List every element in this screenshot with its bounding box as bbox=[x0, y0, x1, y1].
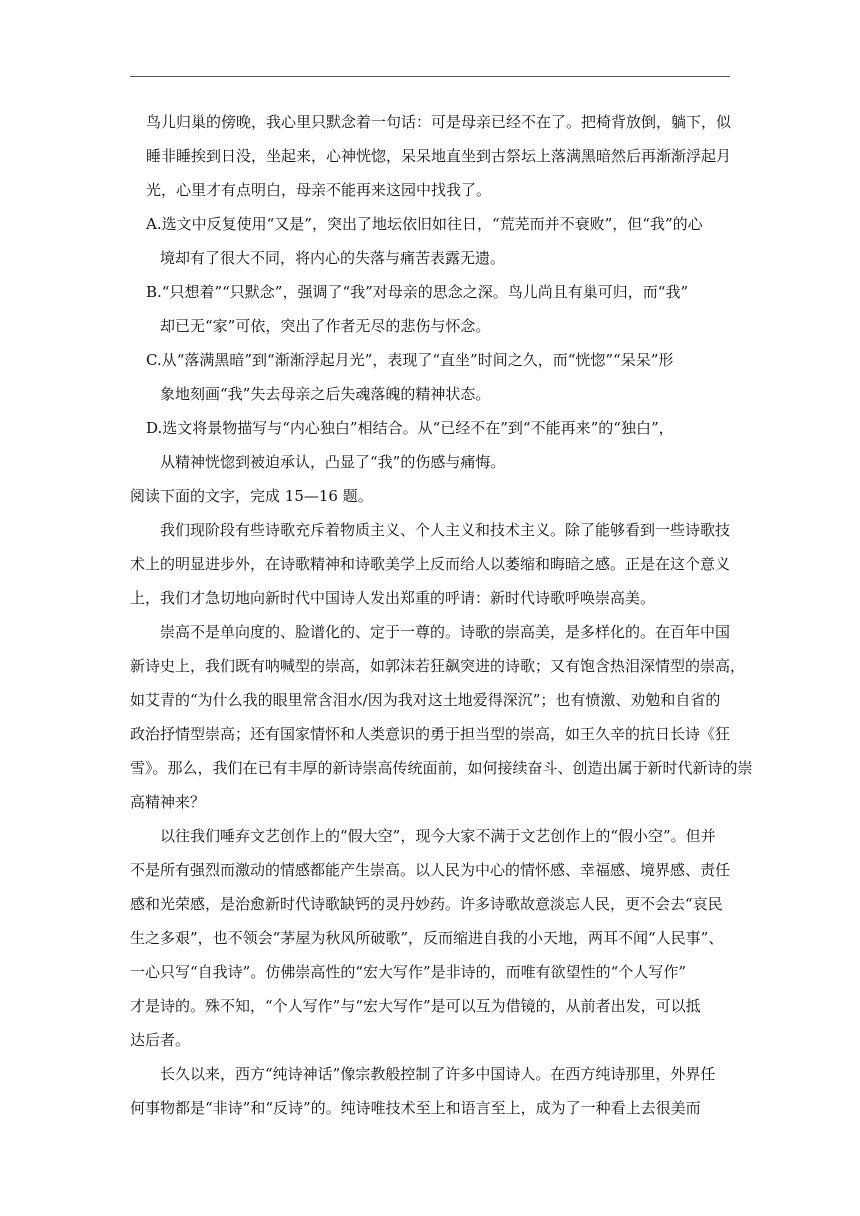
essay-line: 术上的明显进步外，在诗歌精神和诗歌美学上反而给人以萎缩和晦暗之感。正是在这个意义 bbox=[130, 555, 731, 573]
essay-line: 达后者。 bbox=[130, 1031, 191, 1049]
essay-line: 长久以来，西方“纯诗神话”像宗教般控制了许多中国诗人。在西方纯诗那里，外界任 bbox=[160, 1065, 716, 1083]
passage-line: 鸟儿归巢的傍晚，我心里只默念着一句话：可是母亲已经不在了。把椅背放倒，躺下，似 bbox=[146, 113, 732, 131]
essay-line: 不是所有强烈而激动的情感都能产生崇高。以人民为中心的情怀感、幸福感、境界感、责任 bbox=[130, 861, 731, 879]
option-b-line: B.“只想着”“只默念”，强调了“我”对母亲的思念之深。鸟儿尚且有巢可归，而“我” bbox=[146, 283, 689, 301]
passage-line: 光，心里才有点明白，母亲不能再来这园中找我了。 bbox=[146, 181, 492, 199]
essay-line: 何事物都是“非诗”和“反诗”的。纯诗唯技术至上和语言至上，成为了一种看上去很美而 bbox=[130, 1099, 701, 1117]
essay-line: 新诗史上，我们既有呐喊型的崇高，如郭沫若狂飙突进的诗歌；又有饱含热泪深情型的崇高， bbox=[130, 657, 746, 675]
essay-line: 政治抒情型崇高；还有国家情怀和人类意识的勇于担当型的崇高，如王久辛的抗日长诗《狂 bbox=[130, 725, 731, 743]
option-a-line: 境却有了很大不同，将内心的失落与痛苦表露无遗。 bbox=[160, 249, 506, 267]
option-c-line: C.从“落满黑暗”到“渐渐浮起月光”，表现了“直坐”时间之久，而“恍惚”“呆呆”形 bbox=[146, 351, 674, 369]
essay-line: 生之多艰”，也不领会“茅屋为秋风所破歌”，反而缩进自我的小天地，两耳不闻“人民事”、 bbox=[130, 929, 724, 947]
essay-line: 如艾青的“为什么我的眼里常含泪水/因为我对这土地爱得深沉”；也有愤激、劝勉和自省的 bbox=[130, 691, 721, 709]
option-c-line: 象地刻画“我”失去母亲之后失魂落魄的精神状态。 bbox=[160, 385, 491, 403]
header-rule bbox=[130, 76, 730, 77]
reading-instruction: 阅读下面的文字，完成 15—16 题。 bbox=[130, 487, 373, 505]
essay-line: 雪》。那么，我们在已有丰厚的新诗崇高传统面前，如何接续奋斗、创造出属于新时代新诗的崇 bbox=[130, 759, 753, 777]
passage-line: 睡非睡挨到日没，坐起来，心神恍惚，呆呆地直坐到古祭坛上落满黑暗然后再渐渐浮起月 bbox=[146, 147, 732, 165]
option-d-line: D.选文将景物描写与“内心独白”相结合。从“已经不在”到“不能再来”的“独白”， bbox=[146, 419, 674, 437]
essay-line: 感和光荣感，是治愈新时代诗歌缺钙的灵丹妙药。许多诗歌故意淡忘人民，更不会去“哀民 bbox=[130, 895, 723, 913]
essay-line: 一心只写“自我诗”。仿佛崇高性的“宏大写作”是非诗的，而唯有欲望性的“个人写作” bbox=[130, 963, 687, 981]
essay-line: 高精神来？ bbox=[130, 793, 206, 811]
essay-line: 崇高不是单向度的、脸谱化的、定于一尊的。诗歌的崇高美，是多样化的。在百年中国 bbox=[160, 623, 731, 641]
essay-line: 上，我们才急切地向新时代中国诗人发出郑重的呼请：新时代诗歌呼唤崇高美。 bbox=[130, 589, 656, 607]
essay-line: 以往我们唾弃文艺创作上的“假大空”，现今大家不满于文艺创作上的“假小空”。但并 bbox=[160, 827, 716, 845]
essay-line: 我们现阶段有些诗歌充斥着物质主义、个人主义和技术主义。除了能够看到一些诗歌技 bbox=[160, 521, 731, 539]
option-d-line: 从精神恍惚到被迫承认，凸显了“我”的伤感与痛悔。 bbox=[160, 453, 506, 471]
option-a-line: A.选文中反复使用“又是”，突出了地坛依旧如往日，“荒芜而并不衰败”，但“我”的心 bbox=[146, 215, 703, 233]
option-b-line: 却已无“家”可依，突出了作者无尽的悲伤与怀念。 bbox=[160, 317, 491, 335]
essay-line: 才是诗的。殊不知，“个人写作”与“宏大写作”是可以互为借镜的，从前者出发，可以抵 bbox=[130, 997, 701, 1015]
